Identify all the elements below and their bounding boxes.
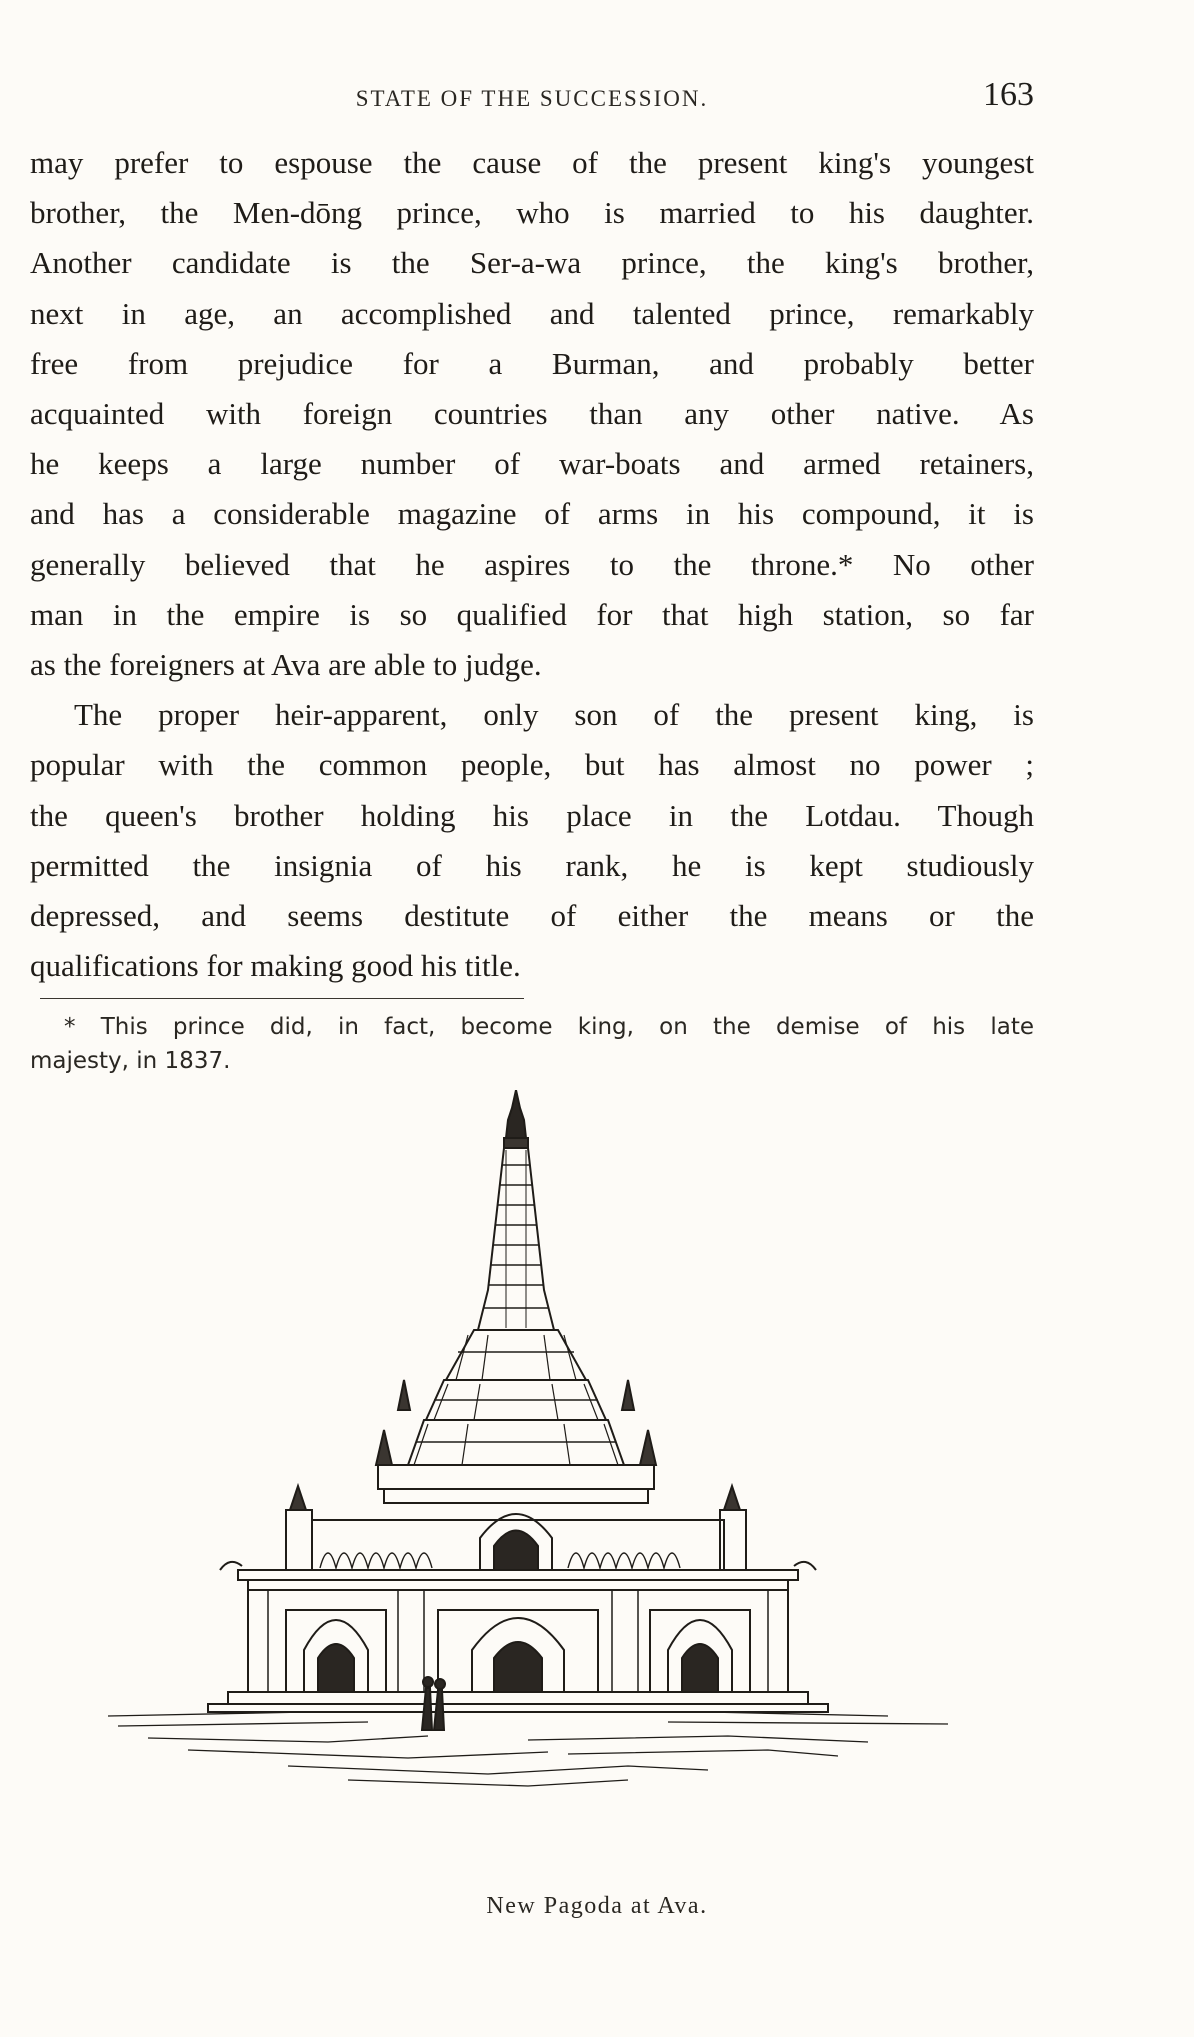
page-number: 163 bbox=[983, 76, 1034, 113]
text-line: permitted the insignia of his rank, he is kept studiously bbox=[30, 847, 1034, 883]
text-line: he keeps a large number of war-boats and armed retainers, bbox=[30, 446, 1034, 482]
text-line: qualifications for making good his title. bbox=[30, 948, 521, 984]
text-line: next in age, an accomplished and talented prince, remarkably bbox=[30, 295, 1034, 331]
paragraph-2 bbox=[30, 690, 1034, 991]
text-line: man in the empire is so qualified for that high station, so far bbox=[30, 596, 1034, 632]
body-text bbox=[30, 138, 1034, 991]
footnote-rule bbox=[40, 998, 524, 999]
text-line: the queen's brother holding his place in the Lotdau. Though bbox=[30, 797, 1034, 833]
running-title: STATE OF THE SUCCESSION. bbox=[355, 86, 709, 111]
pagoda-engraving bbox=[108, 1090, 948, 1870]
text-line: acquainted with foreign countries than any other native. As bbox=[30, 396, 1034, 432]
footnote-line: majesty, in 1837. bbox=[30, 1048, 231, 1074]
text-line: and has a considerable magazine of arms in his compound, it is bbox=[30, 496, 1034, 532]
text-line: brother, the Men-dōng prince, who is married to his daughter. bbox=[30, 195, 1034, 231]
text-line: as the foreigners at Ava are able to judge. bbox=[30, 647, 542, 683]
text-line: popular with the common people, but has almost no power ; bbox=[30, 747, 1034, 783]
text-line: may prefer to espouse the cause of the present king's youngest bbox=[30, 145, 1034, 180]
paragraph-1 bbox=[30, 138, 1034, 690]
footnote bbox=[30, 1010, 1034, 1078]
page-header bbox=[30, 76, 1034, 126]
footnote-line: * This prince did, in fact, become king, on the demise of his late bbox=[64, 1014, 1034, 1040]
text-line: The proper heir-apparent, only son of the present king, is bbox=[74, 697, 1034, 733]
text-line: free from prejudice for a Burman, and probably better bbox=[30, 345, 1034, 381]
text-line: generally believed that he aspires to the throne.* No other bbox=[30, 546, 1034, 582]
text-line: Another candidate is the Ser-a-wa prince, the king's brother, bbox=[30, 245, 1034, 281]
text-line: depressed, and seems destitute of either the means or the bbox=[30, 898, 1034, 934]
figure-caption: New Pagoda at Ava. bbox=[486, 1893, 708, 1919]
